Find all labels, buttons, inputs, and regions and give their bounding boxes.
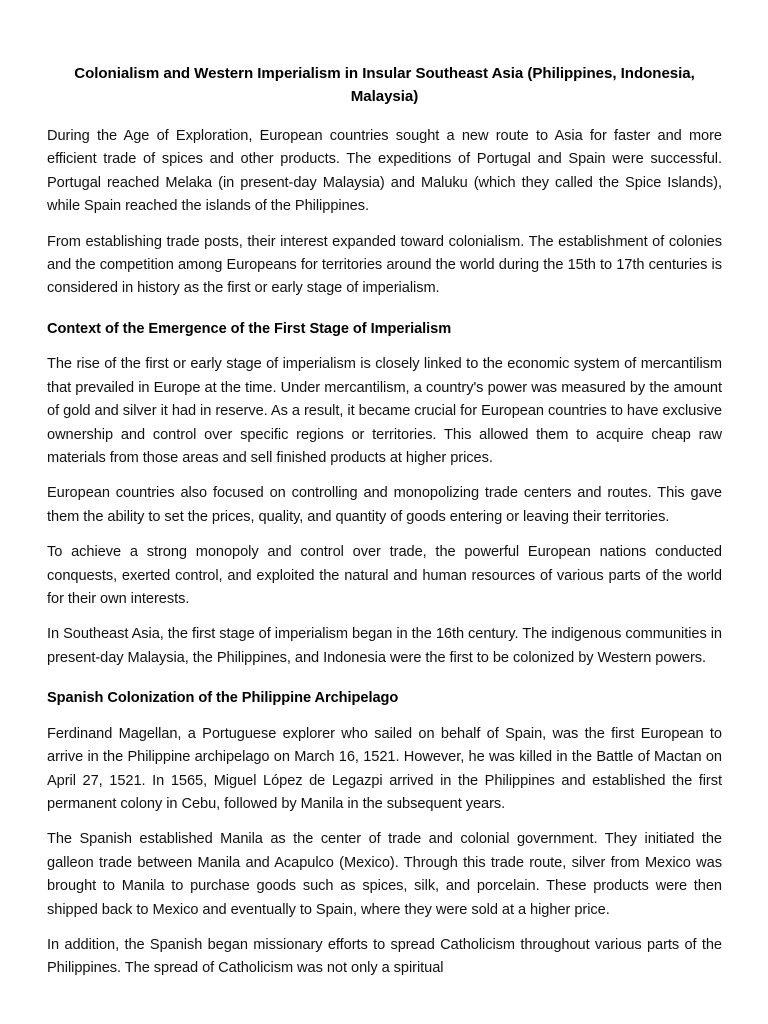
paragraph-galleon-trade: The Spanish established Manila as the center of trade and colonial government. They initiated the galleon trade between Manila and Acapulco (Mexico). Through this trade route, silver from Mexico was brought to Manila to purchase goods such as spices, silk, and porcelain. These products were then shipped back to Mexico and eventually to Spain, where they were sold at a higher price. xyxy=(47,831,722,918)
paragraph-magellan-legazpi: Ferdinand Magellan, a Portuguese explorer who sailed on behalf of Spain, was the first European to arrive in the Philippine archipelago on March 16, 1521. However, he was killed in the Battle of Mactan on April 27, 1521. In 1565, Miguel López de Legazpi arrived in the Philippines and established the first permanent colony in Cebu, followed by Manila in the subsequent years. xyxy=(47,725,722,812)
paragraph-trade-centers-control: European countries also focused on controlling and monopolizing trade centers and routes. This gave them the ability to set the prices, quality, and quantity of goods entering or leaving their territories. xyxy=(47,485,722,525)
paragraph-mercantilism: The rise of the first or early stage of imperialism is closely linked to the economic system of mercantilism that prevailed in Europe at the time. Under mercantilism, a country's power was measured by the amount of gold and silver it had in reserve. As a result, it became crucial for European countries to have exclusive ownership and control over specific regions or territories. This allowed them to acquire cheap raw materials from those areas and sell finished products at higher prices. xyxy=(47,356,722,466)
paragraph-exploration-routes: During the Age of Exploration, European countries sought a new route to Asia for faster and more efficient trade of spices and other products. The expeditions of Portugal and Spain were successful. Portugal reached Melaka (in present-day Malaysia) and Maluku (which they called the Spice Islands), while Spain reached the islands of the Philippines. xyxy=(47,128,722,215)
paragraph-monopoly-conquests: To achieve a strong monopoly and control over trade, the powerful European nations conducted conquests, exerted control, and exploited the natural and human resources of various parts of the world for their own interests. xyxy=(47,544,722,607)
document-content xyxy=(47,0,722,981)
paragraph-catholicism-missionary: In addition, the Spanish began missionary efforts to spread Catholicism throughout various parts of the Philippines. The spread of Catholicism was not only a spiritual xyxy=(47,936,722,977)
heading-spanish-colonization: Spanish Colonization of the Philippine Archipelago xyxy=(47,690,399,707)
document-title: Colonialism and Western Imperialism in Insular Southeast Asia (Philippines, Indonesia, Malaysia) xyxy=(74,65,695,105)
paragraph-trade-posts-colonialism: From establishing trade posts, their interest expanded toward colonialism. The establishment of colonies and the competition among Europeans for territories around the world during the 15th to 17th centuries is considered in history as the first or early stage of imperialism. xyxy=(47,233,722,297)
paragraph-southeast-asia-16th-century: In Southeast Asia, the first stage of imperialism began in the 16th century. The indigenous communities in present-day Malaysia, the Philippines, and Indonesia were the first to be colonized by Western powers. xyxy=(47,626,722,666)
heading-context-of-emergence: Context of the Emergence of the First Stage of Imperialism xyxy=(47,320,452,337)
